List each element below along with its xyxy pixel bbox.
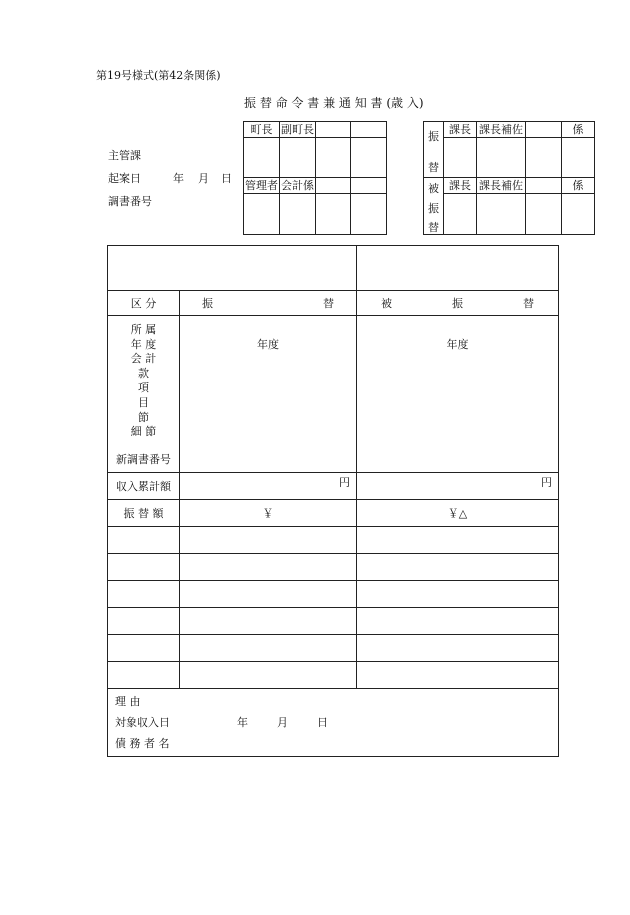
stamp-label-blank <box>351 178 387 194</box>
stamp-box <box>244 194 280 235</box>
to-transfer-yen: ￥△ <box>357 500 559 527</box>
to-side-label: 被 振 替 <box>424 178 444 235</box>
approval-stamp-grid <box>243 121 595 235</box>
draft-day: 日 <box>221 172 232 185</box>
main-form-table <box>107 245 559 757</box>
debtor-label: 債 務 者 名 <box>115 737 170 750</box>
blank-cell <box>357 527 559 554</box>
stamp-label-kakari: 係 <box>562 178 595 194</box>
stamp-label-kacho: 課長 <box>444 122 477 138</box>
stamp-label-chocho: 町長 <box>244 122 280 138</box>
new-doc-number-label: 新調書番号 <box>116 452 171 466</box>
blank-cell <box>357 581 559 608</box>
blank-cell <box>180 635 357 662</box>
stamp-gap <box>387 122 424 178</box>
target-date-row <box>108 712 558 733</box>
furikae-header: 振 替 <box>180 291 357 316</box>
to-classification-cell <box>357 316 559 473</box>
stamp-box <box>316 138 351 178</box>
top-field-from <box>108 246 357 291</box>
top-field-to <box>357 246 559 291</box>
transfer-amount-label: 振 替 額 <box>108 500 180 527</box>
target-date-label: 対象収入日 <box>115 716 170 729</box>
blank-cell <box>357 608 559 635</box>
blank-cell <box>180 554 357 581</box>
stamp-label-kakari: 係 <box>562 122 595 138</box>
stamp-box <box>280 138 316 178</box>
blank-cell <box>357 662 559 689</box>
target-day: 日 <box>317 716 328 729</box>
blank-cell <box>108 662 180 689</box>
hi-furikae-header: 被 振 替 <box>357 291 559 316</box>
stamp-label-kanrisha: 管理者 <box>245 179 278 192</box>
blank-cell <box>180 527 357 554</box>
stamp-box <box>477 138 526 178</box>
form-title: 振 替 命 令 書 兼 通 知 書 (歳 入) <box>244 96 424 110</box>
stamp-label-kaikei-kakari: 会計係 <box>281 179 314 192</box>
from-side-label: 振 替 <box>424 122 444 178</box>
from-cumulative-yen: 円 <box>180 473 357 500</box>
to-cumulative-yen: 円 <box>357 473 559 500</box>
stamp-label-kacho: 課長 <box>444 178 477 194</box>
draft-month: 月 <box>198 172 209 185</box>
kubun-header: 区 分 <box>108 291 180 316</box>
stamp-box <box>244 138 280 178</box>
from-fiscal-year: 年度 <box>257 338 279 351</box>
stamp-label-fukuchocho: 副町長 <box>281 123 314 136</box>
stamp-box <box>316 194 351 235</box>
doc-number-label: 調書番号 <box>108 195 152 208</box>
stamp-label-blank <box>526 122 562 138</box>
from-transfer-yen: ￥ <box>180 500 357 527</box>
classification-labels: 所 属 年 度 会 計 款 項 目 節 細 節 新調書番号 <box>108 316 180 473</box>
stamp-gap <box>387 178 424 235</box>
stamp-box <box>444 194 477 235</box>
form-number: 第19号様式(第42条関係) <box>96 69 221 82</box>
stamp-box <box>477 194 526 235</box>
blank-cell <box>180 608 357 635</box>
blank-cell <box>108 554 180 581</box>
draft-year: 年 <box>173 172 184 185</box>
stamp-box <box>526 138 562 178</box>
target-year: 年 <box>237 716 248 729</box>
stamp-label-kacho-hosa: 課長補佐 <box>477 178 526 194</box>
blank-cell <box>180 581 357 608</box>
stamp-label-kacho-hosa: 課長補佐 <box>477 122 526 138</box>
to-fiscal-year: 年度 <box>446 338 469 351</box>
stamp-box <box>351 194 387 235</box>
blank-cell <box>108 635 180 662</box>
stamp-box <box>526 194 562 235</box>
stamp-box <box>562 194 595 235</box>
reason-label: 理 由 <box>115 695 141 708</box>
stamp-label-blank <box>351 122 387 138</box>
target-month: 月 <box>277 716 288 729</box>
dept-label: 主管課 <box>108 149 141 162</box>
stamp-box <box>280 194 316 235</box>
blank-cell <box>108 581 180 608</box>
cumulative-label: 収入累計額 <box>108 473 180 500</box>
blank-cell <box>108 527 180 554</box>
stamp-label-blank <box>316 178 351 194</box>
stamp-box <box>351 138 387 178</box>
from-classification-cell <box>180 316 357 473</box>
blank-cell <box>180 662 357 689</box>
blank-cell <box>357 554 559 581</box>
stamp-label-blank <box>526 178 562 194</box>
blank-cell <box>108 608 180 635</box>
stamp-box <box>444 138 477 178</box>
draft-date-label: 起案日 <box>108 172 141 185</box>
blank-cell <box>357 635 559 662</box>
stamp-box <box>562 138 595 178</box>
stamp-label-blank <box>316 122 351 138</box>
footer-section <box>108 689 559 757</box>
